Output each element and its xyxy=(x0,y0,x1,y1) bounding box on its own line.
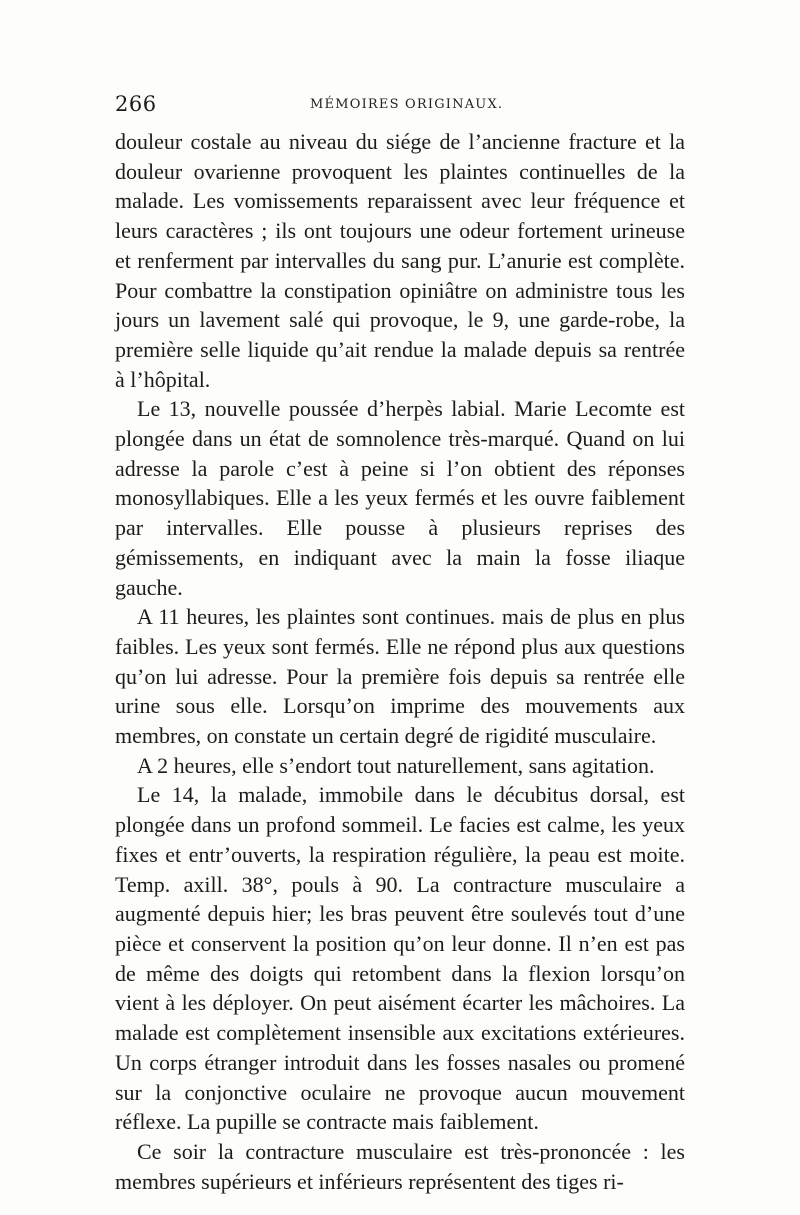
paragraph: Le 13, nouvelle poussée d’herpès labial. Marie Lecomte est plongée dans un état de somnolence très-marqué. Quand on lui adresse la parole c’est à peine si l’on obtient des réponses monosyllabiques. Elle a les yeux fermés et les ouvre faiblement par intervalles. Elle pousse à plusieurs reprises des gémissements, en indiquant avec la main la fosse iliaque gauche. xyxy=(115,396,685,600)
running-head: MÉMOIRES ORIGINAUX. xyxy=(310,97,504,112)
body-text xyxy=(115,127,685,1196)
page-header xyxy=(115,92,685,120)
page-number: 266 xyxy=(115,92,157,116)
paragraph: A 11 heures, les plaintes sont continues. mais de plus en plus faibles. Les yeux sont fermés. Elle ne répond plus aux questions qu’on lui adresse. Pour la première fois depuis sa rentrée elle urine sous elle. Lorsqu’on imprime des mouvements aux membres, on constate un certain degré de rigidité musculaire. xyxy=(115,604,685,749)
paragraph: douleur costale au niveau du siége de l’ancienne fracture et la douleur ovarienne provoquent les plaintes continuelles de la malade. Les vomissements reparaissent avec leur fréquence et leurs caractères ; ils ont toujours une odeur fortement urineuse et renferment par intervalles du sang pur. L’anurie est complète. Pour combattre la constipation opiniâtre on administre tous les jours un lavement salé qui provoque, le 9, une garde-robe, la première selle liquide qu’ait rendue la malade depuis sa rentrée à l’hôpital. xyxy=(115,129,685,392)
paragraph: A 2 heures, elle s’endort tout naturellement, sans agitation. xyxy=(137,752,655,778)
paragraph: Ce soir la contracture musculaire est très-prononcée : les membres supérieurs et inférieurs représentent des tiges ri- xyxy=(115,1138,685,1194)
paragraph: Le 14, la malade, immobile dans le décubitus dorsal, est plongée dans un profond sommeil. Le facies est calme, les yeux fixes et entr’ouverts, la respiration régulière, la peau est moite. Temp. axill. 38°, pouls à 90. La contracture musculaire a augmenté depuis hier; les bras peuvent être soulevés tout d’une pièce et conservent la position qu’on leur donne. Il n’en est pas de même des doigts qui retombent dans la flexion lorsqu’on vient à les déployer. On peut aisément écarter les mâchoires. La malade est complètement insensible aux excitations extérieures. Un corps étranger introduit dans les fosses nasales ou promené sur la conjonctive oculaire ne provoque aucun mouvement réflexe. La pupille se contracte mais faiblement. xyxy=(115,782,685,1135)
